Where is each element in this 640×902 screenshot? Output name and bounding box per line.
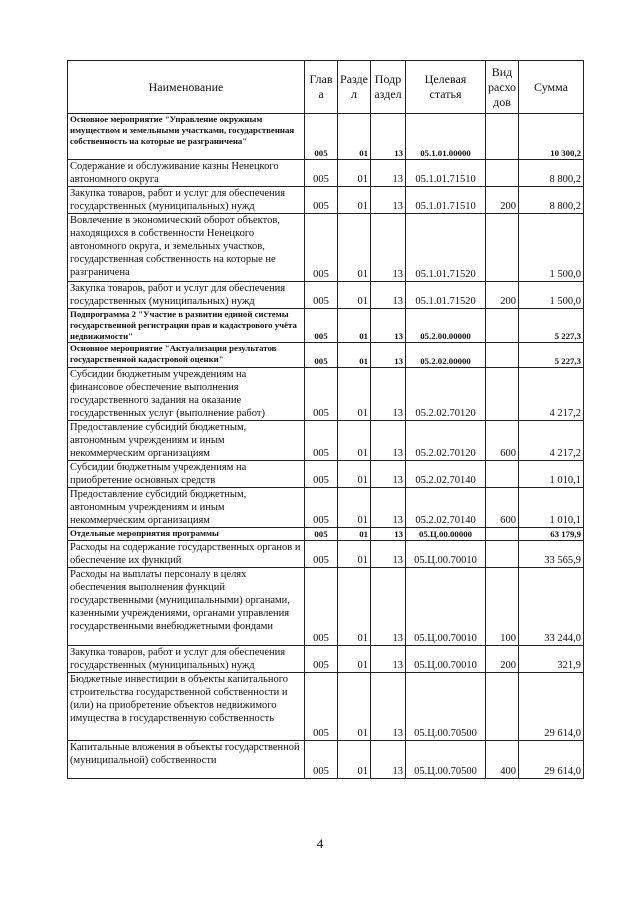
cell-expense-kind [486, 528, 519, 541]
cell-target-article: 05.1.01.71510 [406, 187, 486, 214]
cell-section: 01 [338, 541, 371, 568]
table-row [68, 214, 584, 282]
cell-target-article: 05.Ц.00.00000 [406, 528, 486, 541]
cell-section: 01 [338, 343, 371, 368]
cell-section: 01 [338, 646, 371, 673]
cell-sum: 4 217,2 [519, 368, 584, 421]
cell-expense-kind [486, 368, 519, 421]
cell-target-article: 05.Ц.00.70010 [406, 646, 486, 673]
cell-expense-kind [486, 214, 519, 282]
header-name: Наименование [68, 61, 305, 114]
cell-expense-kind [486, 673, 519, 741]
table-row [68, 528, 584, 541]
cell-subsection: 13 [371, 282, 406, 309]
table-row [68, 160, 584, 187]
cell-chapter: 005 [305, 568, 338, 646]
cell-target-article: 05.2.02.70140 [406, 488, 486, 528]
cell-chapter: 005 [305, 309, 338, 343]
cell-chapter: 005 [305, 343, 338, 368]
cell-chapter: 005 [305, 368, 338, 421]
cell-name: Основное мероприятие "Актуализация результатов государственной кадастровой оценки" [68, 343, 305, 368]
cell-target-article: 05.2.02.70120 [406, 368, 486, 421]
cell-section: 01 [338, 461, 371, 488]
cell-chapter: 005 [305, 488, 338, 528]
cell-target-article: 05.2.02.00000 [406, 343, 486, 368]
cell-section: 01 [338, 309, 371, 343]
cell-section: 01 [338, 421, 371, 461]
cell-subsection: 13 [371, 309, 406, 343]
cell-chapter: 005 [305, 282, 338, 309]
table-row [68, 309, 584, 343]
cell-name: Расходы на содержание государственных органов и обеспечение их функций [68, 541, 305, 568]
cell-subsection: 13 [371, 741, 406, 779]
header-section: Разде л [338, 61, 371, 114]
cell-sum: 8 800,2 [519, 187, 584, 214]
cell-subsection: 13 [371, 421, 406, 461]
cell-subsection: 13 [371, 160, 406, 187]
cell-target-article: 05.2.02.70120 [406, 421, 486, 461]
cell-expense-kind [486, 343, 519, 368]
budget-table [67, 60, 584, 779]
cell-expense-kind [486, 309, 519, 343]
header-chapter: Глав а [305, 61, 338, 114]
table-row [68, 461, 584, 488]
table-row [68, 282, 584, 309]
cell-section: 01 [338, 568, 371, 646]
table-row [68, 368, 584, 421]
cell-name: Бюджетные инвестиции в объекты капитального строительства государственной собственности и (или) на приобретение объектов недвижимого имущества в государственную собственность [68, 673, 305, 741]
table-row [68, 488, 584, 528]
cell-name: Субсидии бюджетным учреждениям на приобретение основных средств [68, 461, 305, 488]
cell-sum: 1 500,0 [519, 214, 584, 282]
cell-section: 01 [338, 187, 371, 214]
cell-expense-kind: 200 [486, 282, 519, 309]
cell-target-article: 05.1.01.71520 [406, 282, 486, 309]
cell-expense-kind: 600 [486, 488, 519, 528]
cell-subsection: 13 [371, 214, 406, 282]
cell-name: Расходы на выплаты персоналу в целях обеспечения выполнения функций государственными (муниципальными) органами, казенными учреждениями, органами управления государственными внебюджетными фондами [68, 568, 305, 646]
cell-subsection: 13 [371, 646, 406, 673]
cell-name: Субсидии бюджетным учреждениям на финансовое обеспечение выполнения государственного задания на оказание государственных услуг (выполнение работ) [68, 368, 305, 421]
cell-subsection: 13 [371, 187, 406, 214]
cell-name: Вовлечение в экономический оборот объектов, находящихся в собственности Ненецкого автономного округа, и земельных участков, государственная собственность на которые не разграничена [68, 214, 305, 282]
cell-section: 01 [338, 488, 371, 528]
cell-subsection: 13 [371, 528, 406, 541]
table-row [68, 541, 584, 568]
cell-sum: 1 010,1 [519, 488, 584, 528]
cell-sum: 5 227,3 [519, 309, 584, 343]
header-sum: Сумма [519, 61, 584, 114]
cell-sum: 63 179,9 [519, 528, 584, 541]
table-header-row [68, 61, 584, 114]
cell-section: 01 [338, 160, 371, 187]
cell-sum: 321,9 [519, 646, 584, 673]
cell-name: Закупка товаров, работ и услуг для обеспечения государственных (муниципальных) нужд [68, 187, 305, 214]
cell-subsection: 13 [371, 568, 406, 646]
cell-section: 01 [338, 528, 371, 541]
cell-name: Закупка товаров, работ и услуг для обеспечения государственных (муниципальных) нужд [68, 646, 305, 673]
cell-expense-kind [486, 160, 519, 187]
cell-subsection: 13 [371, 541, 406, 568]
table-row [68, 343, 584, 368]
cell-expense-kind: 200 [486, 187, 519, 214]
table-row [68, 187, 584, 214]
cell-sum: 29 614,0 [519, 741, 584, 779]
cell-expense-kind [486, 461, 519, 488]
table-row [68, 568, 584, 646]
cell-section: 01 [338, 741, 371, 779]
cell-sum: 33 565,9 [519, 541, 584, 568]
cell-target-article: 05.Ц.00.70500 [406, 673, 486, 741]
cell-target-article: 05.2.02.70140 [406, 461, 486, 488]
cell-chapter: 005 [305, 187, 338, 214]
cell-chapter: 005 [305, 160, 338, 187]
cell-chapter: 005 [305, 646, 338, 673]
cell-chapter: 005 [305, 741, 338, 779]
cell-subsection: 13 [371, 368, 406, 421]
cell-subsection: 13 [371, 673, 406, 741]
cell-expense-kind: 400 [486, 741, 519, 779]
cell-target-article: 05.Ц.00.70500 [406, 741, 486, 779]
cell-expense-kind: 100 [486, 568, 519, 646]
table-body [68, 114, 584, 779]
cell-sum: 4 217,2 [519, 421, 584, 461]
cell-target-article: 05.1.01.71510 [406, 160, 486, 187]
cell-target-article: 05.1.01.00000 [406, 114, 486, 160]
cell-chapter: 005 [305, 114, 338, 160]
cell-subsection: 13 [371, 343, 406, 368]
table-row [68, 673, 584, 741]
cell-chapter: 005 [305, 673, 338, 741]
cell-target-article: 05.Ц.00.70010 [406, 568, 486, 646]
header-expense-kind: Вид расхо дов [486, 61, 519, 114]
cell-name: Отдельные мероприятия программы [68, 528, 305, 541]
cell-chapter: 005 [305, 528, 338, 541]
table-row [68, 114, 584, 160]
cell-sum: 5 227,3 [519, 343, 584, 368]
cell-sum: 1 010,1 [519, 461, 584, 488]
cell-section: 01 [338, 114, 371, 160]
cell-expense-kind [486, 114, 519, 160]
table-row [68, 421, 584, 461]
cell-section: 01 [338, 214, 371, 282]
cell-name: Капитальные вложения в объекты государственной (муниципальной) собственности [68, 741, 305, 779]
cell-name: Содержание и обслуживание казны Ненецкого автономного округа [68, 160, 305, 187]
header-target-article: Целевая статья [406, 61, 486, 114]
cell-section: 01 [338, 282, 371, 309]
cell-target-article: 05.1.01.71520 [406, 214, 486, 282]
cell-sum: 33 244,0 [519, 568, 584, 646]
cell-expense-kind [486, 541, 519, 568]
cell-expense-kind: 200 [486, 646, 519, 673]
cell-expense-kind: 600 [486, 421, 519, 461]
cell-name: Предоставление субсидий бюджетным, автономным учреждениям и иным некоммерческим организациям [68, 421, 305, 461]
cell-chapter: 005 [305, 461, 338, 488]
cell-sum: 10 300,2 [519, 114, 584, 160]
cell-subsection: 13 [371, 488, 406, 528]
cell-sum: 29 614,0 [519, 673, 584, 741]
cell-chapter: 005 [305, 541, 338, 568]
cell-section: 01 [338, 673, 371, 741]
cell-target-article: 05.Ц.00.70010 [406, 541, 486, 568]
header-subsection: Подр аздел [371, 61, 406, 114]
cell-target-article: 05.2.00.00000 [406, 309, 486, 343]
cell-chapter: 005 [305, 421, 338, 461]
cell-name: Основное мероприятие "Управление окружным имуществом и земельными участками, государственная собственность на которые не разграничена" [68, 114, 305, 160]
cell-section: 01 [338, 368, 371, 421]
cell-name: Закупка товаров, работ и услуг для обеспечения государственных (муниципальных) нужд [68, 282, 305, 309]
table-row [68, 741, 584, 779]
cell-sum: 1 500,0 [519, 282, 584, 309]
cell-name: Подпрограмма 2 "Участие в развитии единой системы государственной регистрации прав и кадастрового учёта недвижимости" [68, 309, 305, 343]
page-number: 4 [316, 836, 324, 851]
cell-sum: 8 800,2 [519, 160, 584, 187]
cell-subsection: 13 [371, 461, 406, 488]
table-row [68, 646, 584, 673]
cell-name: Предоставление субсидий бюджетным, автономным учреждениям и иным некоммерческим организациям [68, 488, 305, 528]
cell-subsection: 13 [371, 114, 406, 160]
cell-chapter: 005 [305, 214, 338, 282]
